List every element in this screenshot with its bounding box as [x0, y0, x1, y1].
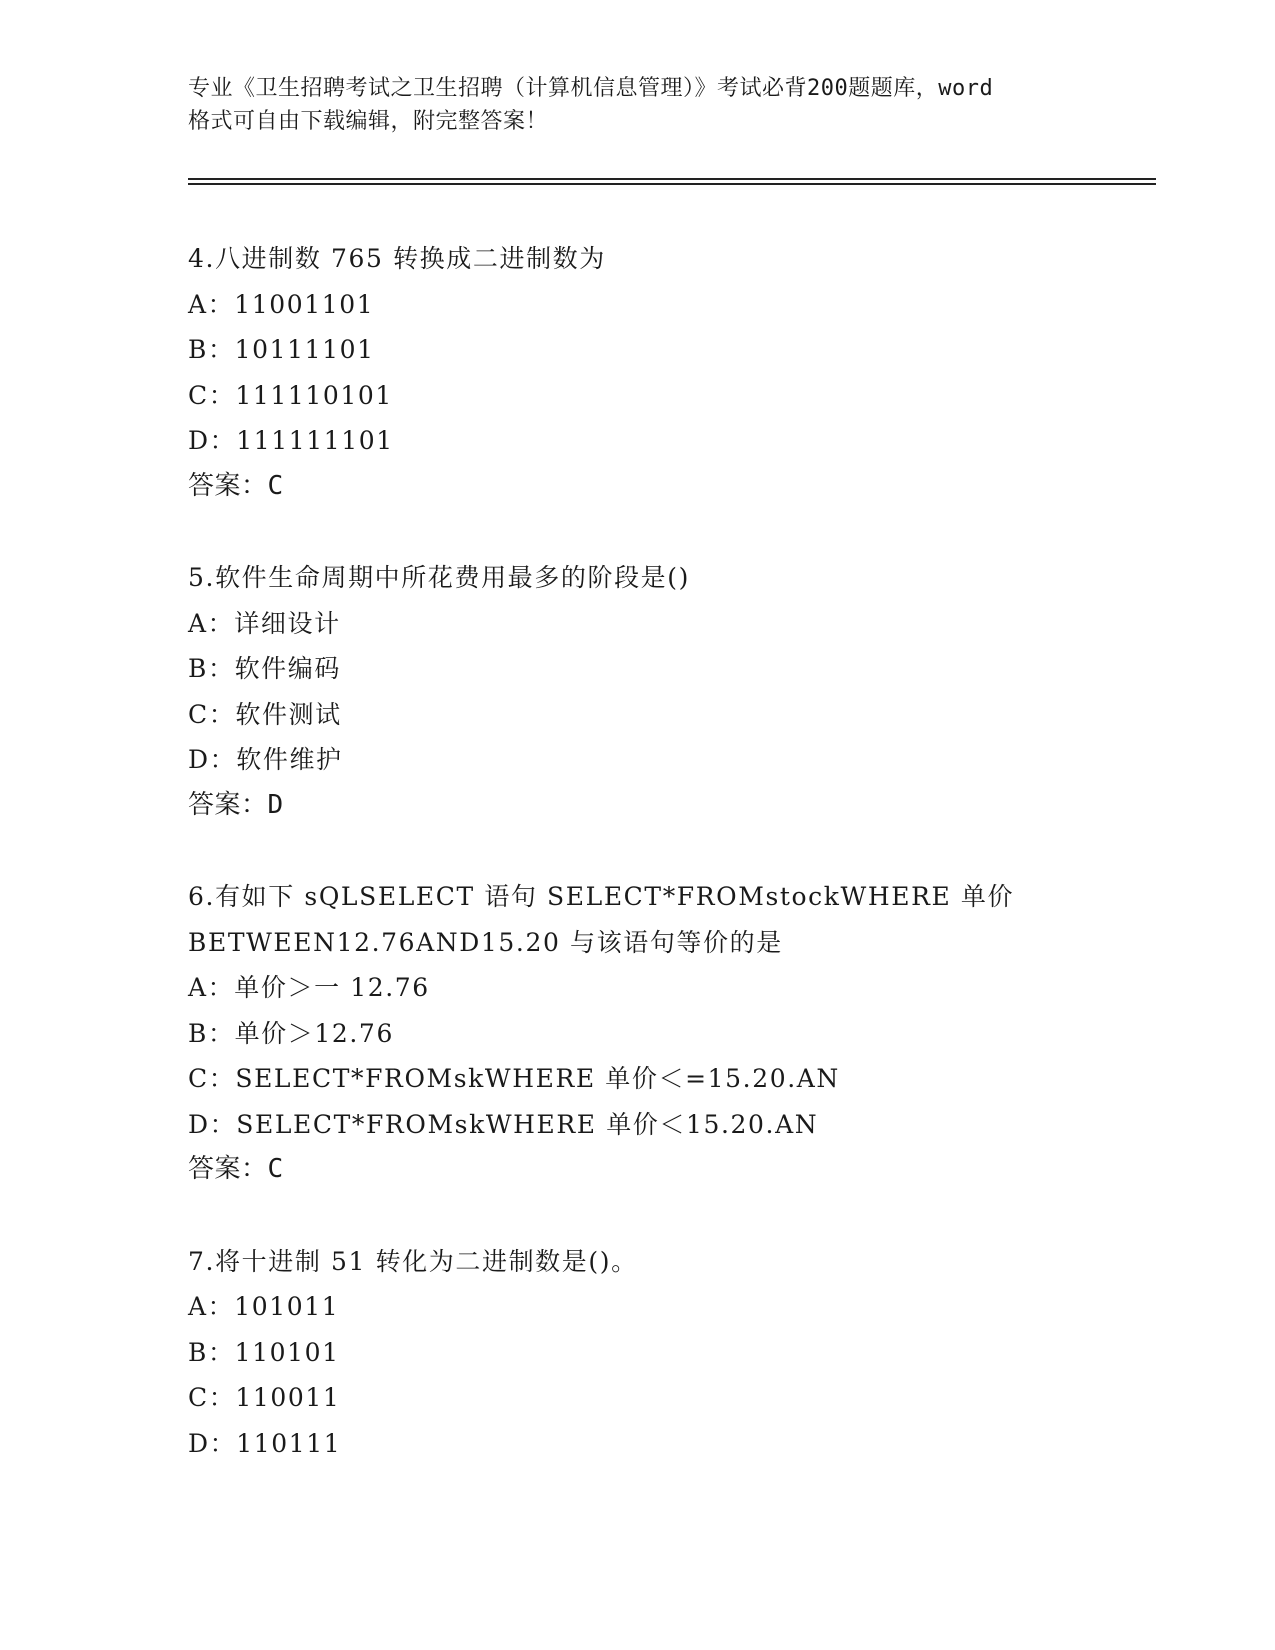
option-key: B：: [188, 1337, 235, 1367]
question-4: [188, 236, 1148, 509]
question-number: 7.: [188, 1246, 216, 1276]
question-text: 有如下 sQLSELECT 语句 SELECT*FROMstockWHERE 单价: [215, 882, 1015, 911]
answer-line: [188, 464, 1148, 510]
option-text: 软件测试: [235, 699, 342, 729]
answer-value: D: [267, 789, 284, 820]
option-text: 110011: [235, 1383, 341, 1412]
option-key: A：: [188, 1292, 235, 1321]
option-text: 110111: [236, 1428, 342, 1458]
option-b: [188, 327, 1148, 373]
option-a: [188, 282, 1148, 328]
option-key: B：: [188, 1018, 235, 1048]
question-text: 软件生命周期中所花费用最多的阶段是(): [215, 563, 690, 592]
question-number: 4.: [188, 244, 216, 273]
header-line-2: 格式可自由下载编辑，附完整答案！: [188, 109, 549, 134]
question-stem: [188, 236, 1148, 282]
answer-label: 答案：: [188, 789, 268, 820]
option-text: SELECT*FROMskWHERE 单价＜15.20.AN: [236, 1109, 819, 1139]
option-a: [188, 601, 1148, 647]
option-a: [188, 965, 1148, 1011]
option-text: 软件维护: [236, 745, 343, 774]
option-key: A：: [188, 289, 235, 319]
option-key: D：: [188, 1428, 237, 1458]
answer-value: C: [267, 1154, 284, 1184]
answer-label: 答案：: [188, 1154, 268, 1184]
option-text: 111111101: [236, 426, 394, 455]
option-d: [188, 418, 1148, 464]
option-c: [188, 1375, 1148, 1421]
question-number: 6.: [188, 882, 216, 911]
option-d: [188, 737, 1148, 783]
option-b: [188, 1011, 1148, 1057]
option-key: D：: [188, 745, 237, 774]
option-key: B：: [188, 335, 235, 364]
question-5: [188, 555, 1148, 828]
question-7: [188, 1239, 1148, 1467]
option-key: C：: [188, 1064, 236, 1093]
answer-label: 答案：: [188, 470, 268, 501]
answer-line: [188, 1147, 1148, 1193]
option-key: B：: [188, 654, 235, 683]
option-key: C：: [188, 380, 236, 410]
option-d: [188, 1421, 1148, 1467]
option-text: 详细设计: [234, 608, 341, 638]
option-c: [188, 692, 1148, 738]
option-text: 111110101: [235, 380, 393, 410]
question-number: 5.: [188, 563, 216, 592]
question-stem-continued: BETWEEN12.76AND15.20 与该语句等价的是: [188, 927, 783, 957]
header-line-1: 专业《卫生招聘考试之卫生招聘（计算机信息管理）》考试必背200题题库，word: [188, 76, 994, 101]
question-text: 八进制数 765 转换成二进制数为: [215, 244, 606, 273]
option-text: 软件编码: [234, 654, 341, 683]
option-c: [188, 1056, 1148, 1102]
option-text: 10111101: [234, 335, 375, 364]
header-divider: [188, 178, 1156, 185]
answer-line: [188, 783, 1148, 829]
option-key: C：: [188, 699, 236, 729]
option-text: 单价＞12.76: [234, 1018, 394, 1048]
option-text: 11001101: [234, 289, 375, 319]
question-text: 将十进制 51 转化为二进制数是()。: [215, 1246, 638, 1276]
option-key: D：: [188, 1109, 237, 1139]
question-6: [188, 874, 1148, 1193]
option-d: [188, 1102, 1148, 1148]
option-key: A：: [188, 973, 235, 1002]
option-text: 单价＞一 12.76: [234, 973, 430, 1002]
option-key: D：: [188, 426, 237, 455]
option-text: 101011: [234, 1292, 340, 1321]
option-a: [188, 1284, 1148, 1330]
question-list: [188, 236, 1148, 1512]
answer-value: C: [267, 470, 284, 501]
option-c: [188, 373, 1148, 419]
option-text: SELECT*FROMskWHERE 单价＜=15.20.AN: [235, 1064, 840, 1093]
option-key: A：: [188, 608, 235, 638]
option-text: 110101: [234, 1337, 340, 1367]
option-b: [188, 1330, 1148, 1376]
question-stem: [188, 874, 1148, 920]
question-stem: [188, 555, 1148, 601]
question-stem: [188, 1239, 1148, 1285]
option-key: C：: [188, 1383, 236, 1412]
option-b: [188, 646, 1148, 692]
document-header: [188, 72, 1088, 138]
